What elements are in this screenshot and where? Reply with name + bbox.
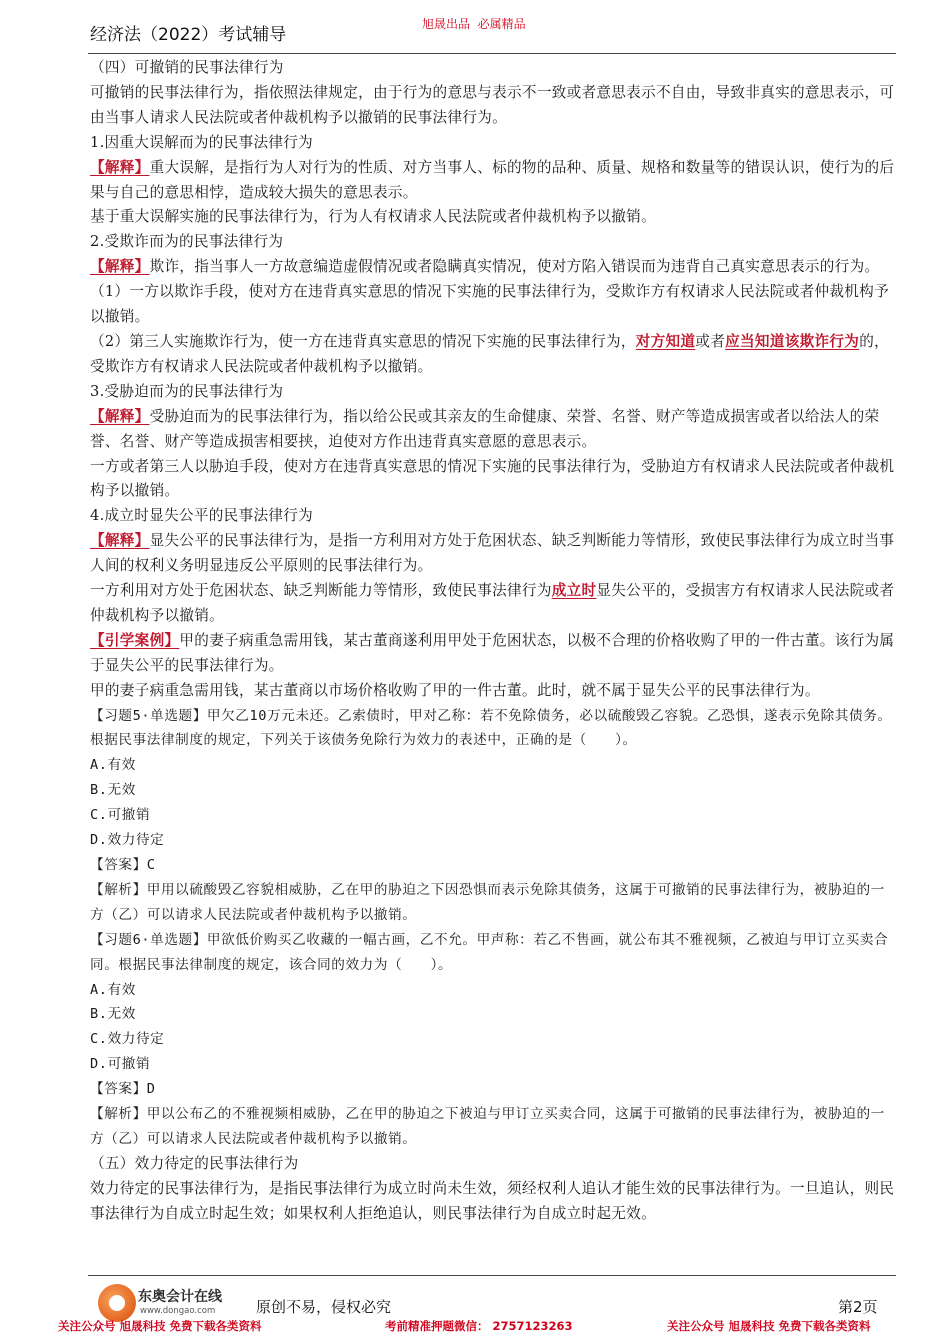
- paragraph: [90, 255, 896, 280]
- explain-tag: 【解释】: [90, 532, 150, 550]
- paragraph-text: 受胁迫而为的民事法律行为，指以给公民或其亲友的生命健康、荣誉、名誉、财产等造成损害或者以给法人的荣誉、名誉、财产等造成损害相要挟，迫使对方作出违背真实意愿的意思表示。: [90, 407, 880, 450]
- paragraph-text: 的，受欺诈方有权请求人民法院或者仲裁机构予以撤销。: [90, 332, 889, 375]
- paragraph: 效力待定的民事法律行为，是指民事法律行为成立时尚未生效，须经权利人追认才能生效的民事法律行为。一旦追认，则民事法律行为自成立时起生效；如果权利人拒绝追认，则民事法律行为自成立时起无效。: [90, 1179, 895, 1222]
- paragraph: [90, 156, 896, 206]
- paragraph-text: （2）第三人实施欺诈行为，使一方在违背真实意思的情况下实施的民事法律行为，: [90, 332, 636, 350]
- footer-divider: [88, 1275, 896, 1276]
- paragraph-text: 一方利用对方处于危困状态、缺乏判断能力等情形，致使民事法律行为: [90, 582, 552, 600]
- case-tag: 【引学案例】: [90, 631, 180, 649]
- option: D.效力待定: [90, 832, 165, 849]
- paragraph: [90, 330, 896, 380]
- paragraph-text: 显失公平的，受损害方有权请求人民法院或者仲裁机构予以撤销。: [90, 582, 895, 624]
- paragraph: 基于重大误解实施的民事法律行为，行为人有权请求人民法院或者仲裁机构予以撤销。: [90, 208, 656, 226]
- promo-banner-left: 关注公众号 旭晟科技 免费下载各类资料: [58, 1319, 262, 1333]
- page-header-title: 经济法（2022）考试辅导: [90, 25, 287, 45]
- option: B.无效: [90, 1006, 136, 1023]
- key-phrase: 应当知道该欺诈行为: [725, 332, 860, 350]
- paragraph: 甲的妻子病重急需用钱，某古董商以市场价格收购了甲的一件古董。此时，就不属于显失公平的民事法律行为。: [90, 681, 820, 699]
- option: A.有效: [90, 981, 136, 998]
- question-stem: 【习题5·单选题】甲欠乙10万元未还。乙索债时，甲对乙称：若不免除债务，必以硫酸毁乙容貌。乙恐惧，遂表示免除其债务。根据民事法律制度的规定，下列关于该债务免除行为效力的表述中，正确的是（ ）。: [90, 707, 892, 749]
- logo-url-text: www.dongao.com: [140, 1306, 216, 1316]
- promo-banner-middle: 考前精准押题微信： 2757123263: [385, 1319, 573, 1333]
- header-divider: [88, 53, 896, 54]
- paragraph-text: 显失公平的民事法律行为，是指一方利用对方处于危困状态、缺乏判断能力等情形，致使民事法律行为成立时当事人间的权利义务明显违反公平原则的民事法律行为。: [90, 532, 895, 575]
- header-slogan: 旭晟出品 必属精品: [422, 17, 526, 31]
- option: A.有效: [90, 757, 136, 774]
- subsection-heading: 2.受欺诈而为的民事法律行为: [90, 233, 284, 251]
- exercise-5: [90, 704, 896, 928]
- paragraph: 可撤销的民事法律行为，指依照法律规定，由于行为的意思与表示不一致或者意思表示不自由，导致非真实的意思表示，可由当事人请求人民法院或者仲裁机构予以撤销的民事法律行为。: [90, 83, 895, 126]
- paragraph-text: 欺诈，指当事人一方故意编造虚假情况或者隐瞒真实情况，使对方陷入错误而为违背自己真实意思表示的行为。: [149, 258, 880, 276]
- paragraph: [90, 529, 896, 579]
- option: B.无效: [90, 782, 136, 799]
- paragraph: （1）一方以欺诈手段，使对方在违背真实意思的情况下实施的民事法律行为，受欺诈方有权请求人民法院或者仲裁机构予以撤销。: [90, 283, 889, 326]
- paragraph: 一方或者第三人以胁迫手段，使对方在违背真实意思的情况下实施的民事法律行为，受胁迫方有权请求人民法院或者仲裁机构予以撤销。: [90, 457, 895, 500]
- explain-tag: 【解释】: [90, 258, 150, 276]
- section-heading: （四）可撤销的民事法律行为: [90, 59, 284, 76]
- exercise-6: [90, 928, 896, 1152]
- paragraph: [90, 405, 896, 455]
- footer-slogan: 原创不易，侵权必究: [256, 1298, 392, 1316]
- option: C.效力待定: [90, 1031, 165, 1048]
- paragraph: [90, 629, 896, 679]
- dongao-logo-icon: [98, 1284, 136, 1322]
- paragraph-text: 重大误解，是指行为人对行为的性质、对方当事人、标的物的品种、质量、规格和数量等的错误认识，使行为的后果与自己的意思相悖，造成较大损失的意思表示。: [90, 158, 895, 201]
- subsection-heading: 4.成立时显失公平的民事法律行为: [90, 507, 314, 525]
- option: C.可撤销: [90, 807, 151, 824]
- explain-tag: 【解释】: [90, 158, 150, 176]
- paragraph-text: 或者: [695, 332, 726, 350]
- option: D.可撤销: [90, 1056, 151, 1073]
- answer: 【答案】C: [90, 857, 156, 873]
- question-stem: 【习题6·单选题】甲欲低价购买乙收藏的一幅古画，乙不允。甲声称：若乙不售画，就公布其不雅视频，乙被迫与甲订立买卖合同。根据民事法律制度的规定，该合同的效力为（ ）。: [90, 931, 889, 973]
- paragraph: [90, 579, 896, 629]
- answer: 【答案】D: [90, 1081, 156, 1098]
- promo-banner-right: 关注公众号 旭晟科技 免费下载各类资料: [667, 1319, 871, 1333]
- document-body: [90, 56, 896, 1227]
- logo-brand-text: 东奥会计在线: [138, 1289, 222, 1305]
- key-phrase: 对方知道: [635, 332, 696, 350]
- analysis: 【解析】甲用以硫酸毁乙容貌相威胁，乙在甲的胁迫之下因恐惧而表示免除其债务，这属于可撤销的民事法律行为，被胁迫的一方（乙）可以请求人民法院或者仲裁机构予以撤销。: [90, 881, 885, 923]
- subsection-heading: 1.因重大误解而为的民事法律行为: [90, 133, 314, 151]
- explain-tag: 【解释】: [90, 407, 150, 425]
- subsection-heading: 3.受胁迫而为的民事法律行为: [90, 382, 284, 400]
- key-phrase: 成立时: [551, 582, 597, 600]
- section-heading: （五）效力待定的民事法律行为: [90, 1154, 299, 1172]
- page-number: 第2页: [838, 1298, 878, 1316]
- analysis: 【解析】甲以公布乙的不雅视频相威胁，乙在甲的胁迫之下被迫与甲订立买卖合同，这属于可撤销的民事法律行为，被胁迫的一方（乙）可以请求人民法院或者仲裁机构予以撤销。: [90, 1106, 885, 1147]
- paragraph-text: 甲的妻子病重急需用钱，某古董商遂利用甲处于危困状态，以极不合理的价格收购了甲的一件古董。该行为属于显失公平的民事法律行为。: [90, 631, 895, 674]
